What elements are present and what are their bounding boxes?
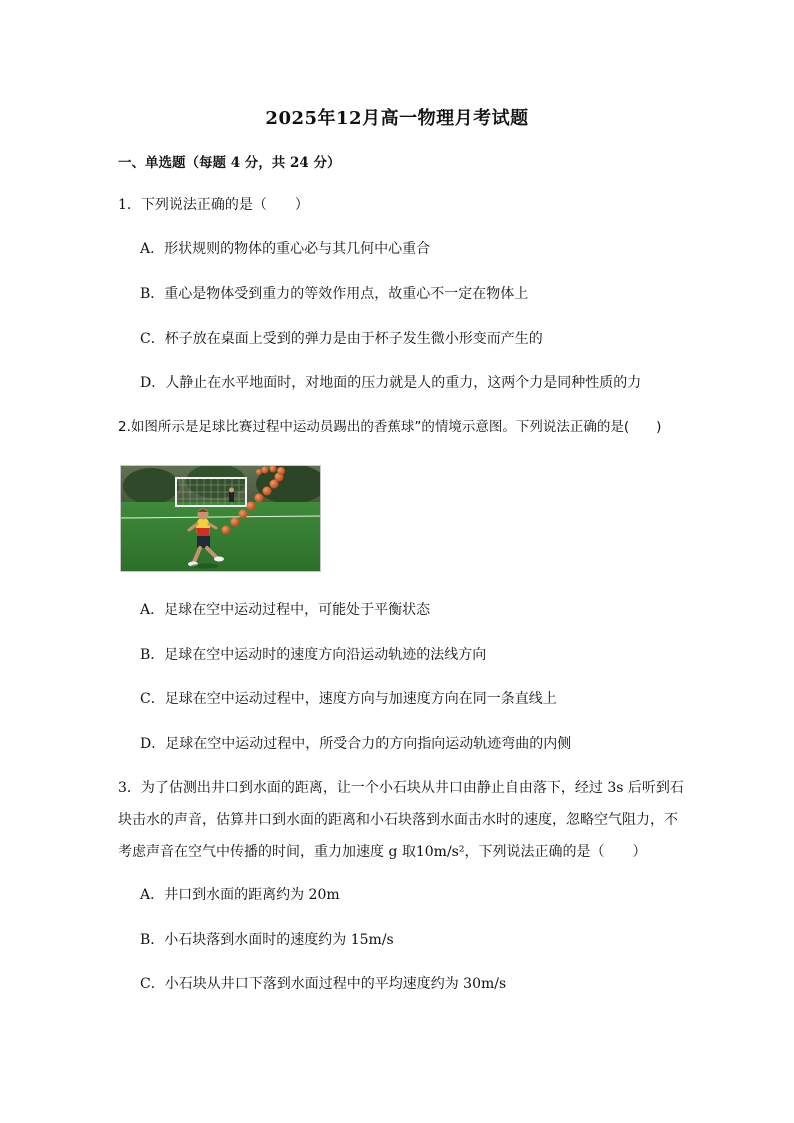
- question-2-option-a: A．足球在空中运动过程中，可能处于平衡状态: [140, 602, 431, 618]
- question-2-option-d: D．足球在空中运动过程中，所受合力的方向指向运动轨迹弯曲的内侧: [140, 736, 572, 752]
- question-3-stem-line-1: 3．为了估测出井口到水面的距离，让一个小石块从井口由静止自由落下，经过 3s 后听到石: [118, 780, 684, 796]
- question-1-stem: 1．下列说法正确的是（ ）: [118, 197, 309, 213]
- question-3-option-c: C．小石块从井口下落到水面过程中的平均速度约为 30m/s: [140, 976, 507, 992]
- football-banana-kick-photo: [120, 465, 321, 572]
- question-1-option-a: A．形状规则的物体的重心必与其几何中心重合: [140, 241, 431, 257]
- question-3-option-a: A．井口到水面的距离约为 20m: [140, 887, 340, 903]
- question-2-option-b: B．足球在空中运动时的速度方向沿运动轨迹的法线方向: [140, 647, 487, 663]
- question-2-option-c: C．足球在空中运动过程中，速度方向与加速度方向在同一条直线上: [140, 691, 557, 707]
- question-3-option-b: B．小石块落到水面时的速度约为 15m/s: [140, 932, 394, 948]
- question-1-option-b: B．重心是物体受到重力的等效作用点，故重心不一定在物体上: [140, 286, 529, 302]
- page-title: 2025年12月高一物理月考试题: [265, 108, 529, 129]
- section-heading: 一、单选题（每题 4 分，共 24 分）: [118, 155, 341, 171]
- question-1-option-d: D．人静止在水平地面时，对地面的压力就是人的重力，这两个力是同种性质的力: [140, 375, 642, 391]
- question-3-stem-line-3: 考虑声音在空气中传播的时间，重力加速度 g 取10m/s²，下列说法正确的是（ ）: [118, 844, 647, 860]
- question-1-option-c: C．杯子放在桌面上受到的弹力是由于杯子发生微小形变而产生的: [140, 331, 543, 347]
- question-3-stem-line-2: 块击水的声音，估算井口到水面的距离和小石块落到水面击水时的速度，忽略空气阻力，不: [118, 812, 678, 828]
- question-2-stem: 2.如图所示是足球比赛过程中运动员踢出的香蕉球”的情境示意图。下列说法正确的是( ): [118, 419, 662, 435]
